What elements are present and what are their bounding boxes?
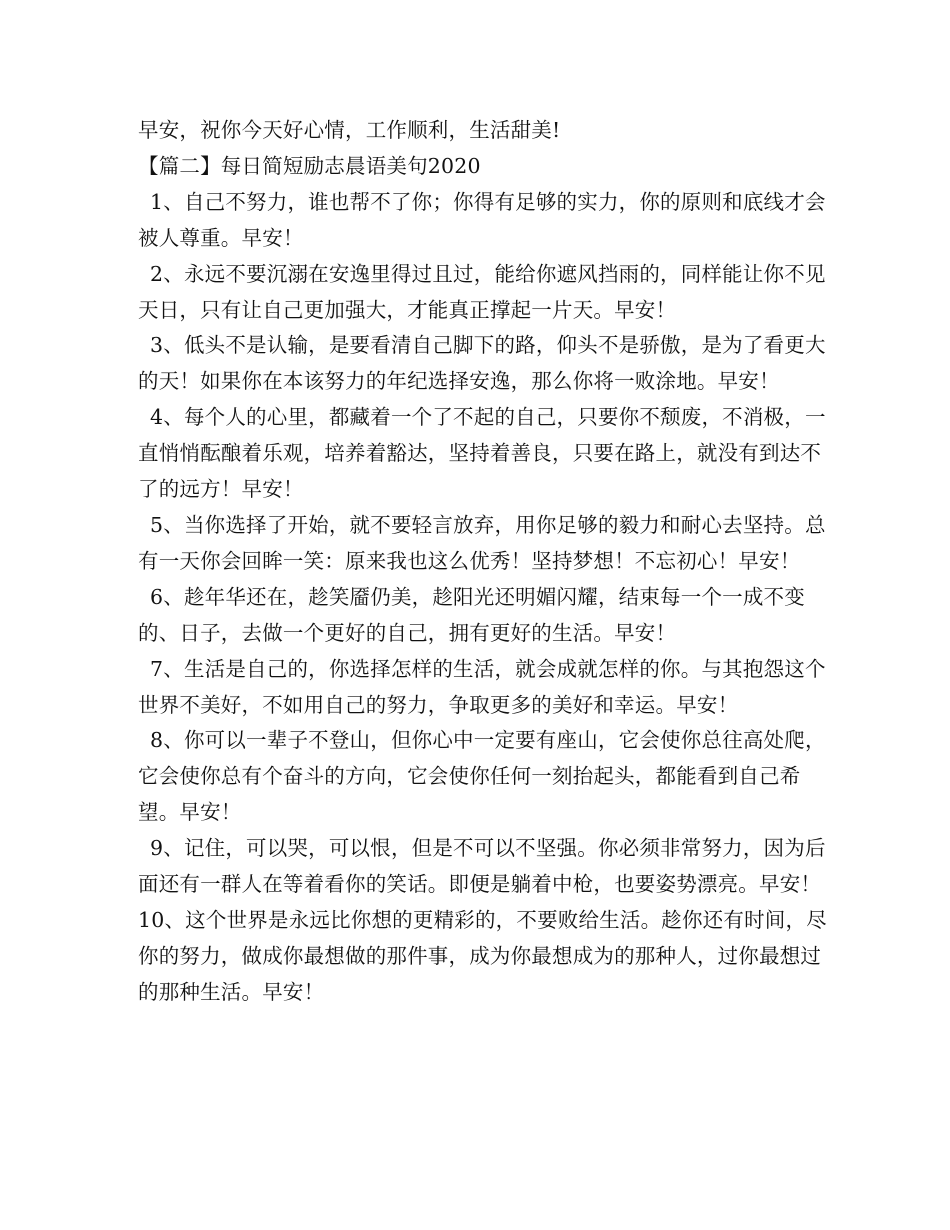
list-item: 7、生活是自己的，你选择怎样的生活，就会成就怎样的你。与其抱怨这个世界不美好，不如用自己的努力，争取更多的美好和幸运。早安！ — [138, 656, 826, 717]
list-item: 8、你可以一辈子不登山，但你心中一定要有座山，它会使你总往高处爬，它会使你总有个奋斗的方向，它会使你任何一刻抬起头，都能看到自己希望。早安！ — [138, 728, 826, 825]
list-item: 1、自己不努力，谁也帮不了你；你得有足够的实力，你的原则和底线才会被人尊重。早安！ — [138, 189, 826, 250]
list-item: 10、这个世界是永远比你想的更精彩的，不要败给生活。趁你还有时间，尽你的努力，做成你最想做的那件事，成为你最想成为的那种人，过你最想过的那种生活。早安！ — [138, 907, 827, 1004]
list-item: 2、永远不要沉溺在安逸里得过且过，能给你遮风挡雨的，同样能让你不见天日，只有让自己更加强大，才能真正撑起一片天。早安！ — [138, 261, 826, 322]
section-title: 【篇二】每日简短励志晨语美句2020 — [138, 153, 481, 178]
list-item: 3、低头不是认输，是要看清自己脚下的路，仰头不是骄傲，是为了看更大的天！如果你在本该努力的年纪选择安逸，那么你将一败涂地。早安！ — [138, 333, 826, 394]
list-item: 4、每个人的心里，都藏着一个了不起的自己，只要你不颓废，不消极，一直悄悄酝酿着乐观，培养着豁达，坚持着善良，只要在路上，就没有到达不了的远方！早安！ — [138, 405, 826, 502]
document-body — [138, 113, 828, 1011]
list-item: 5、当你选择了开始，就不要轻言放弃，用你足够的毅力和耐心去坚持。总有一天你会回眸一笑：原来我也这么优秀！坚持梦想！不忘初心！早安！ — [138, 512, 826, 573]
list-item: 6、趁年华还在，趁笑靥仍美，趁阳光还明媚闪耀，结束每一个一成不变的、日子，去做一个更好的自己，拥有更好的生活。早安！ — [138, 584, 805, 645]
list-item: 9、记住，可以哭，可以恨，但是不可以不坚强。你必须非常努力，因为后面还有一群人在等着看你的笑话。即便是躺着中枪，也要姿势漂亮。早安！ — [138, 836, 826, 897]
greeting-line: 早安，祝你今天好心情，工作顺利，生活甜美! — [138, 118, 561, 142]
